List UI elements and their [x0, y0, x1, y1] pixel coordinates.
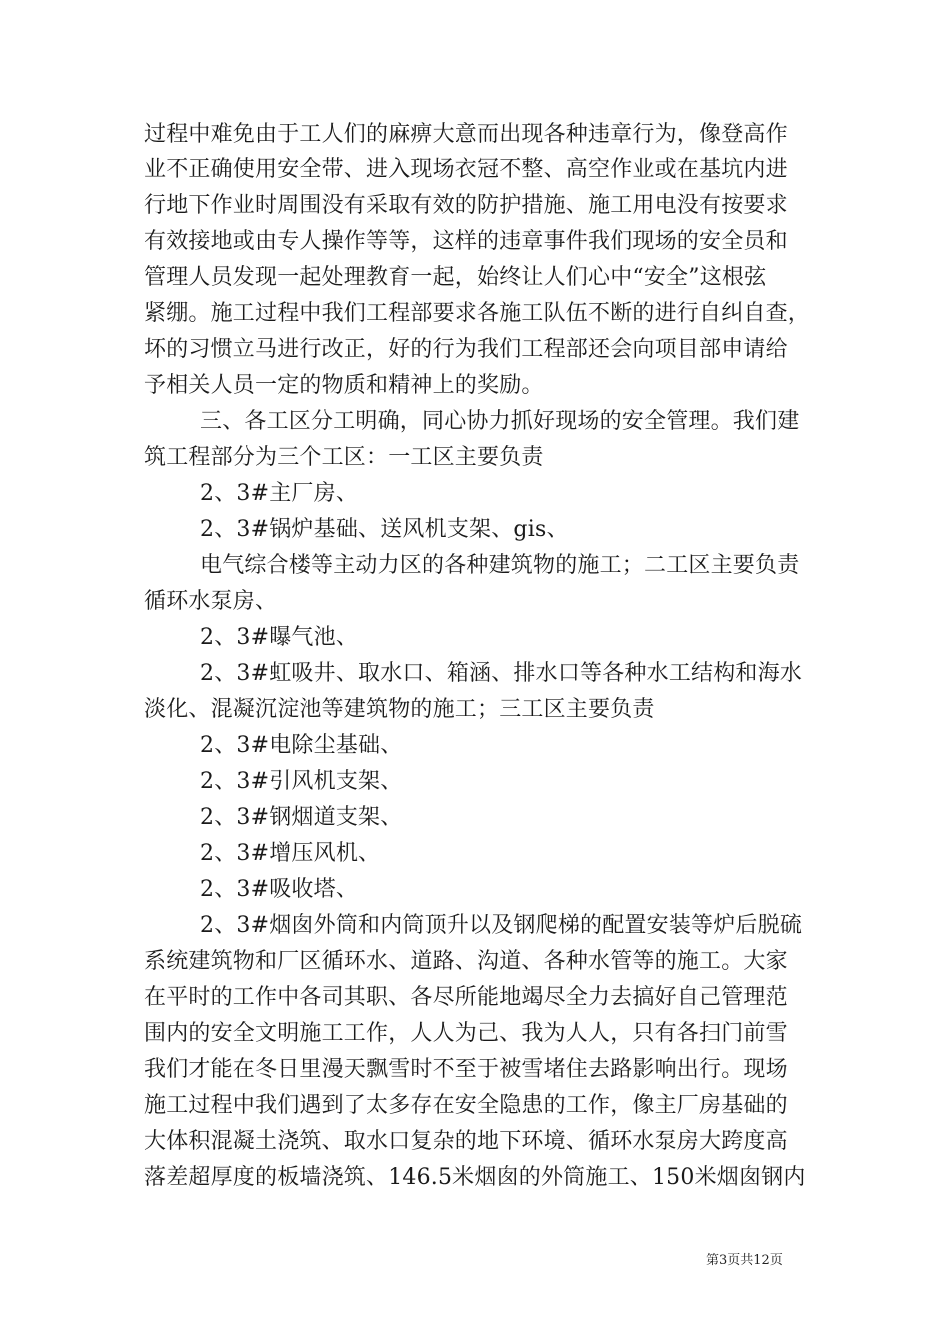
text-line: 筑工程部分为三个工区：一工区主要负责: [144, 445, 544, 470]
text-line: 紧绷。施工过程中我们工程部要求各施工队伍不断的进行自纠自查，: [144, 301, 811, 326]
text-line: 2、3#曝气池、: [200, 625, 359, 650]
text-line: 2、3#引风机支架、: [200, 769, 403, 794]
text-line: 2、3#虹吸井、取水口、箱涵、排水口等各种水工结构和海水: [200, 661, 803, 686]
text-line: 大体积混凝土浇筑、取水口复杂的地下环境、循环水泵房大跨度高: [144, 1129, 788, 1154]
text-line: 电气综合楼等主动力区的各种建筑物的施工；二工区主要负责: [200, 553, 800, 578]
text-line: 2、3#电除尘基础、: [200, 733, 403, 758]
text-line: 2、3#吸收塔、: [200, 877, 359, 902]
text-line: 2、3#钢烟道支架、: [200, 805, 403, 830]
text-line: 在平时的工作中各司其职、各尽所能地竭尽全力去搞好自己管理范: [144, 985, 788, 1010]
text-line: 三、各工区分工明确，同心协力抓好现场的安全管理。我们建: [200, 409, 800, 434]
text-line: 坏的习惯立马进行改正，好的行为我们工程部还会向项目部申请给: [144, 337, 788, 362]
text-line: 淡化、混凝沉淀池等建筑物的施工；三工区主要负责: [144, 697, 655, 722]
text-line: 有效接地或由专人操作等等，这样的违章事件我们现场的安全员和: [144, 229, 788, 254]
text-line: 2、3#锅炉基础、送风机支架、gis、: [200, 517, 569, 542]
text-line: 围内的安全文明施工工作，人人为己、我为人人，只有各扫门前雪: [144, 1021, 788, 1046]
text-line: 业不正确使用安全带、进入现场衣冠不整、高空作业或在基坑内进: [144, 157, 788, 182]
text-line: 系统建筑物和厂区循环水、道路、沟道、各种水管等的施工。大家: [144, 949, 788, 974]
text-line: 管理人员发现一起处理教育一起，始终让人们心中“安全”这根弦: [144, 265, 767, 290]
text-line: 过程中难免由于工人们的麻痹大意而出现各种违章行为，像登高作: [144, 122, 788, 147]
text-line: 予相关人员一定的物质和精神上的奖励。: [144, 373, 544, 398]
text-line: 施工过程中我们遇到了太多存在安全隐患的工作，像主厂房基础的: [144, 1093, 788, 1118]
text-line: 循环水泵房、: [144, 589, 278, 614]
text-line: 我们才能在冬日里漫天飘雪时不至于被雪堵住去路影响出行。现场: [144, 1057, 788, 1082]
text-line: 行地下作业时周围没有采取有效的防护措施、施工用电没有按要求: [144, 193, 788, 218]
text-line: 2、3#主厂房、: [200, 481, 359, 506]
page-number: 第3页共12页: [706, 1253, 783, 1268]
text-line: 2、3#烟囱外筒和内筒顶升以及钢爬梯的配置安装等炉后脱硫: [200, 913, 803, 938]
text-line: 落差超厚度的板墙浇筑、146.5米烟囱的外筒施工、150米烟囱钢内: [144, 1165, 806, 1190]
text-line: 2、3#增压风机、: [200, 841, 381, 866]
